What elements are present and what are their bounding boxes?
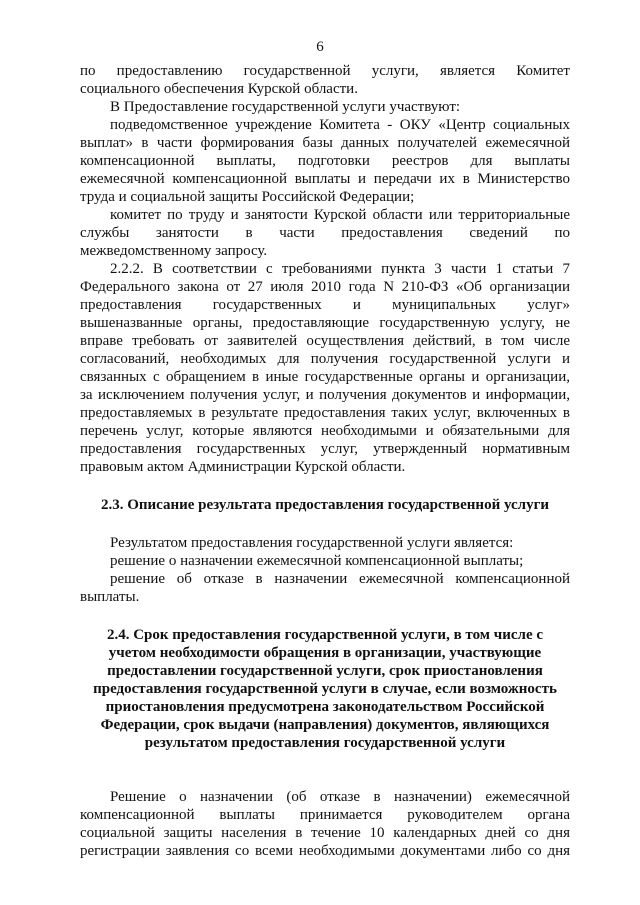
document-body [80,62,570,860]
heading-line: учетом необходимости обращения в организации, участвующие [108,645,542,661]
text-line: предоставления государственных услуг, утвержденный нормативным [80,441,570,457]
paragraph-subordinate-institution [80,116,570,206]
spacer [80,476,570,496]
text-line: выплаты. [80,589,140,605]
heading-line: приостановления предусмотрена законодательством Российской [105,699,545,715]
text-line: согласований, необходимых для получения государственной услуги и [80,351,570,367]
section-heading-2-4 [80,626,570,752]
paragraph-refusal [80,570,570,606]
text-line: перечень услуг, которые являются необходимыми и обязательными для [80,423,570,439]
paragraph-decision-term [80,788,570,860]
page-number: 6 [316,39,324,55]
text-line: решение об отказе в назначении ежемесячной компенсационной [110,571,570,587]
text-line: ежемесячной компенсационной выплаты и передачи их в Министерство [80,171,570,187]
text-line: 2.2.2. В соответствии с требованиями пункта 3 части 1 статьи 7 [110,261,570,277]
text-line: регистрации заявления со всеми необходимыми документами либо со дня [80,843,570,859]
text-line: В Предоставление государственной услуги участвуют: [110,99,461,115]
text-line: выплат» в части формирования базы данных получателей ежемесячной [80,135,570,151]
paragraph-responsible-committee [80,62,570,98]
text-line: Федерального закона от 27 июля 2010 года N 210-ФЗ «Об организации [80,279,570,295]
text-line: Результатом предоставления государственной услуги является: [110,535,514,551]
text-line: социальной защиты населения в течение 10 календарных дней со дня [80,825,570,841]
text-line: комитет по труду и занятости Курской области или территориальные [110,207,570,223]
text-line: предоставляемых в результате предоставления таких услуг, включенных в [80,405,570,421]
paragraph-2-2-2 [80,260,570,476]
text-line: вправе требовать от заявителей осуществления действий, в том числе [80,333,570,349]
text-line: социального обеспечения Курской области. [80,81,358,97]
text-line: по предоставлению государственной услуги, является Комитет [80,63,570,79]
text-line: связанных с обращением в иные государственные органы и организации, [80,369,570,385]
spacer [80,752,570,788]
paragraph-employment-committee [80,206,570,260]
text-line: Решение о назначении (об отказе в назначении) ежемесячной [110,789,570,805]
text-line: правовым актом Администрации Курской области. [80,459,406,475]
text-line: компенсационной выплаты, подготовки реестров для выплаты [80,153,570,169]
text-line: вышеназванные органы, предоставляющие государственную услугу, не [80,315,570,331]
heading-line: 2.4. Срок предоставления государственной услуги, в том числе с [106,627,544,643]
text-line: службы занятости в части предоставления сведений по [80,225,570,241]
paragraph-result [80,534,570,570]
text-line: межведомственному запросу. [80,243,268,259]
section-heading-2-3: 2.3. Описание результата предоставления государственной услуги [100,497,550,513]
text-line: решение о назначении ежемесячной компенсационной выплаты; [110,553,524,569]
text-line: предоставления государственных и муниципальных услуг» [80,297,570,313]
spacer [80,514,570,534]
text-line: подведомственное учреждение Комитета - ОКУ «Центр социальных [110,117,570,133]
text-line: за исключением получения услуг, и получения документов и информации, [80,387,570,403]
heading-line: результатом предоставления государственной услуги [144,735,506,751]
spacer [80,606,570,626]
heading-line: Федерации, срок выдачи (направления) документов, являющихся [100,717,550,733]
paragraph-participants-intro [80,98,570,116]
heading-line: предоставлении государственной услуги, срок приостановления [107,663,543,679]
heading-line: предоставления государственной услуги в случае, если возможность [93,681,557,697]
text-line: компенсационной выплаты принимается руководителем органа [80,807,570,823]
text-line: труда и социальной защиты Российской Федерации; [80,189,415,205]
